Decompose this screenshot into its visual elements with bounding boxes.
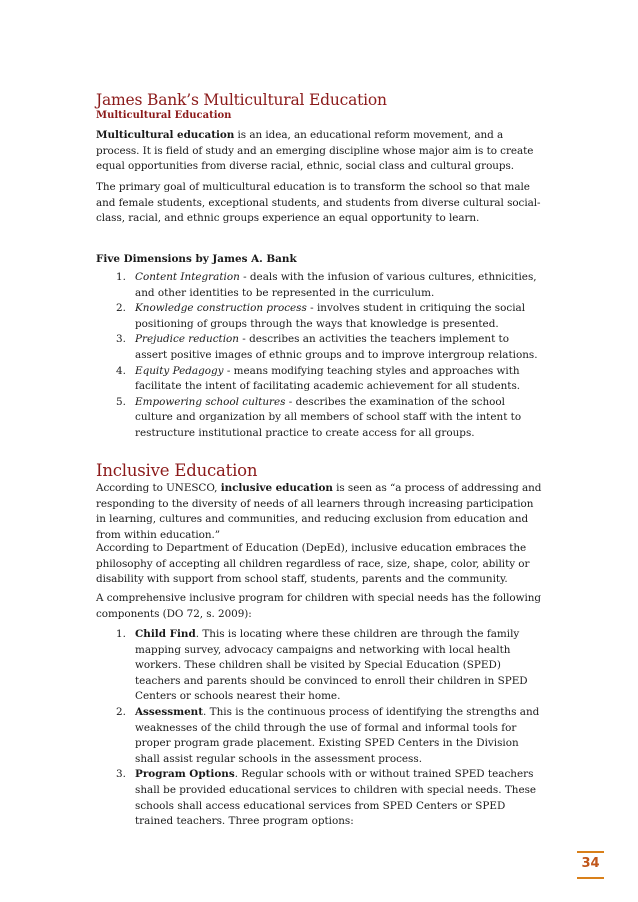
paragraph-primary-goal: The primary goal of multicultural education is to transform the school so that male and female students, exceptional students, and students from diverse cultural social-class, racial, and ethnic groups experience an equal opportunity to learn. xyxy=(96,181,541,225)
section-title-inclusive: Inclusive Education xyxy=(96,461,258,480)
term-inclusive-education: inclusive education xyxy=(220,482,333,494)
section-multicultural xyxy=(96,91,542,122)
paragraph-deped: According to Department of Education (DepEd), inclusive education embraces the philosophy of accepting all children regardless of race, size, shape, color, ability or disability with support from school staff, students, parents and the community. xyxy=(96,542,530,586)
page-number: 34 xyxy=(577,851,604,879)
list-item: 3. Program Options. Regular schools with or without trained SPED teachers shall be provided educational services to children with special needs. These schools shall access educational services from SPED Centers or SPED trained teachers. Three program options: xyxy=(116,768,537,828)
list-item: 1. Child Find. This is locating where these children are through the family mapping survey, advocacy campaigns and networking with local health workers. These children shall be visited by Special Education (SPED) teachers and parents should be convinced to enroll their children in SPED Centers or schools nearest their home. xyxy=(116,628,528,703)
list-item: 2. Knowledge construction process - involves student in critiquing the social positioning of groups through the ways that knowledge is presented. xyxy=(116,302,526,330)
five-dimensions-list xyxy=(96,270,542,442)
list-item: 4. Equity Pedagogy - means modifying teaching styles and approaches with facilitate the intent of facilitating academic achievement for all students. xyxy=(116,364,521,393)
list-item: 5. Empowering school cultures - describes the examination of the school culture and organization by all members of school staff with the intent to restructure institutional practice to create access for all groups. xyxy=(116,395,522,439)
list-item: 2. Assessment. This is the continuous process of identifying the strengths and weaknesses of the child through the use of formal and informal tools for proper program grade placement. Existing SPED Centers in the Division shall assist regular schools in the assessment process. xyxy=(116,705,540,765)
list-item: 3. Prejudice reduction - describes an activities the teachers implement to assert positive images of ethnic groups and to improve intergroup relations. xyxy=(116,333,538,361)
list-item: 1. Content Integration - deals with the infusion of various cultures, ethnicities, and other identities to be represented in the curriculum. xyxy=(116,271,537,299)
section-subtitle: Multicultural Education xyxy=(96,110,232,121)
paragraph-multicultural-definition xyxy=(96,128,542,175)
term-multicultural-education: Multicultural education xyxy=(96,129,235,141)
five-dimensions-heading: Five Dimensions by James A. Bank xyxy=(96,253,297,265)
components-list xyxy=(96,627,542,830)
section-title-multicultural: James Bank’s Multicultural Education xyxy=(96,91,387,109)
paragraph-components-intro: A comprehensive inclusive program for children with special needs has the following components (DO 72, s. 2009): xyxy=(96,592,541,620)
paragraph-unesco-definition: According to UNESCO, inclusive education is seen as “a process of addressing and responding to the diversity of needs of all learners through increasing participation in learning, cultures and communities, and reducing exclusion from education and from within education.” xyxy=(96,482,542,541)
definition-text: is an idea, an educational reform movement, and a process. It is field of study and an emerging discipline whose major aim is to create equal opportunities from diverse racial, ethnic, social class and cultural groups. xyxy=(96,129,534,173)
